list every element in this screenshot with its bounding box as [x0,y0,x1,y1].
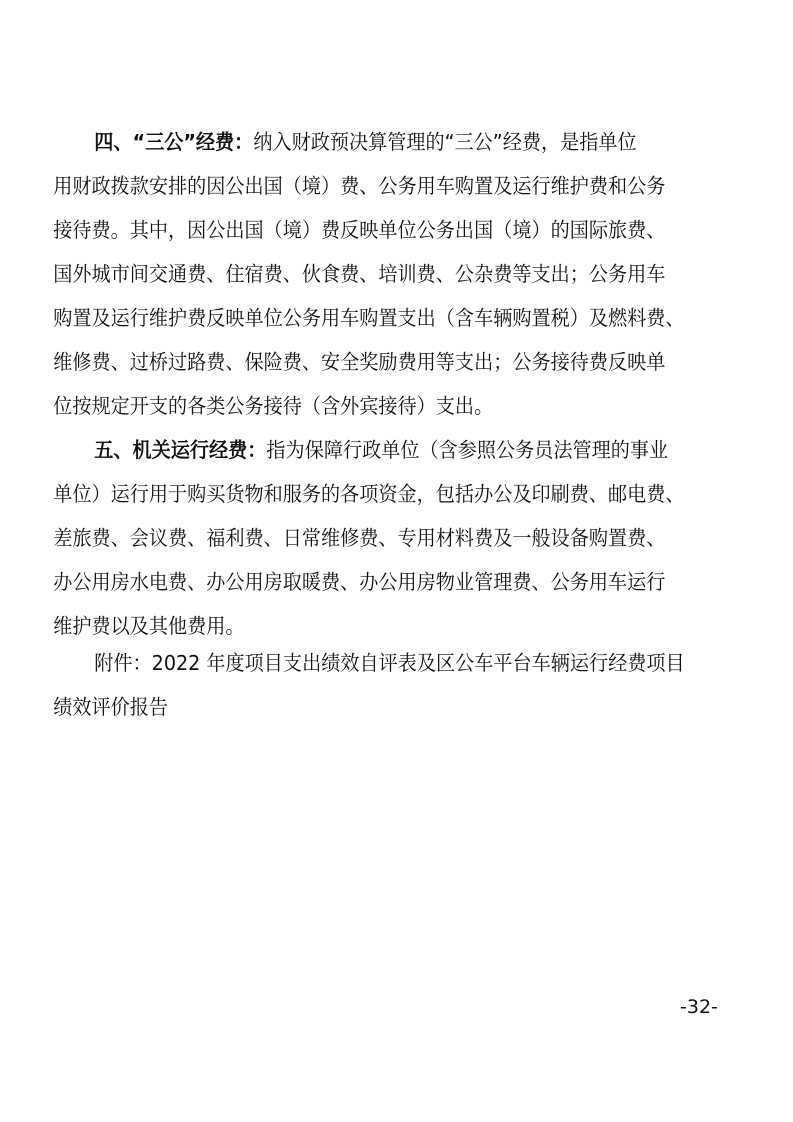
attachment-line-2 [0,685,740,729]
section-4-line-1 [0,120,740,164]
section-4-text-6: 维修费、过桥过路费、保险费、安全奖励费用等支出；公务接待费反映单 [53,350,666,374]
section-4-line-7 [0,384,740,428]
section-4-line-2 [0,164,740,208]
section-5-line-1 [0,428,740,472]
section-5-text-2: 单位）运行用于购买货物和服务的各项资金，包括办公及印刷费、邮电费、 [53,482,685,506]
section-4-line-3 [0,208,740,252]
section-5-line-4 [0,560,740,604]
section-5-text-4: 办公用房水电费、办公用房取暖费、办公用房物业管理费、公务用车运行 [53,570,666,594]
section-4-line-5 [0,296,740,340]
section-5-line-3 [0,516,740,560]
attachment-line-1 [0,641,740,685]
section-4-text-4: 国外城市间交通费、住宿费、伙食费、培训费、公杂费等支出；公务用车 [53,262,666,286]
section-4-heading: 四、“三公”经费： [94,130,254,154]
section-4-text-2: 用财政拨款安排的因公出国（境）费、公务用车购置及运行维护费和公务 [53,174,666,198]
attachment-text-2: 绩效评价报告 [53,695,168,719]
section-5-line-2 [0,472,740,516]
page-number: -32- [680,996,718,1018]
section-4-text-7: 位按规定开支的各类公务接待（含外宾接待）支出。 [53,394,494,418]
section-5-heading: 五、机关运行经费： [94,438,267,462]
section-5-text-3: 差旅费、会议费、福利费、日常维修费、专用材料费及一般设备购置费、 [53,526,666,550]
section-4-text-5: 购置及运行维护费反映单位公务用车购置支出（含车辆购置税）及燃料费、 [53,306,685,330]
section-5-text-1: 指为保障行政单位（含参照公务员法管理的事业 [266,438,669,462]
section-4-line-6 [0,340,740,384]
attachment-label: 附件： [94,651,152,675]
section-4-text-3: 接待费。其中，因公出国（境）费反映单位公务出国（境）的国际旅费、 [53,218,666,242]
section-4-text-1: 纳入财政预决算管理的“三公”经费，是指单位 [253,130,637,154]
section-4-line-4 [0,252,740,296]
attachment-text-1: 2022 年度项目支出绩效自评表及区公车平台车辆运行经费项目 [151,651,685,675]
section-5-text-5: 维护费以及其他费用。 [53,614,245,638]
